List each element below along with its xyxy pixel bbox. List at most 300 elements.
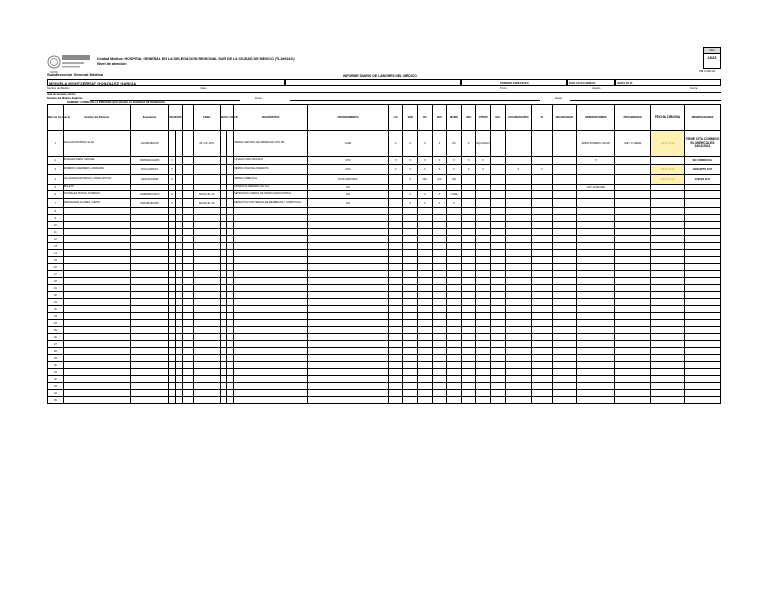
cell-edad [182, 165, 193, 175]
cell-empty [532, 285, 552, 292]
cell-empty [169, 292, 176, 299]
hdr-rx: RX [418, 105, 433, 131]
cell-sex: MALTA-31-TA [193, 199, 220, 208]
hdr-proc2: PROCEDENCIA [615, 105, 651, 131]
cell-empty [476, 313, 491, 320]
cell-empty [490, 236, 505, 243]
cell-empty [403, 313, 418, 320]
cell-empty [552, 348, 577, 355]
cell-empty [505, 390, 532, 397]
cell-empty [169, 348, 176, 355]
cell-empty [193, 320, 220, 327]
cell-empty [651, 369, 685, 376]
cell-empty [403, 376, 418, 383]
cell-empty [577, 313, 615, 320]
cell-empty [418, 285, 433, 292]
cell-empty [476, 236, 491, 243]
cell-empty [220, 397, 227, 404]
cell-empty [418, 215, 433, 222]
cell-empty [476, 271, 491, 278]
cell-empty [461, 313, 476, 320]
cell-pap: X [432, 157, 447, 165]
cell-empty [651, 243, 685, 250]
cell-num: 24 [48, 320, 64, 327]
cell-empty [651, 264, 685, 271]
cell-empty [447, 376, 462, 383]
label-horario: Horario [592, 87, 601, 90]
cell-empty [169, 257, 176, 264]
hdr-nombre: Nombre del Paciente [63, 105, 130, 131]
cell-num: 4 [48, 175, 64, 185]
cell-empty [169, 215, 176, 222]
cell-empty [234, 327, 308, 334]
cell-num: 16 [48, 264, 64, 271]
cell-inc [552, 157, 577, 165]
cell-col [505, 199, 532, 208]
cell-empty [461, 250, 476, 257]
cell-exp: HEFJ0109/1938 [131, 199, 169, 208]
cell-num: 28 [48, 348, 64, 355]
cell-empty [220, 390, 227, 397]
cell-empty [169, 327, 176, 334]
cell-empty [505, 397, 532, 404]
cell-vdr: X [403, 175, 418, 185]
cell-nombre: ROMERO GUERRERO, ARMANDO [63, 165, 130, 175]
horas-line [570, 100, 721, 101]
cell-empty [505, 306, 532, 313]
hdr-num: Núm de Con sul ta [48, 105, 64, 131]
cell-vac [490, 165, 505, 175]
cell-empty [388, 362, 403, 369]
cell-inc [552, 199, 577, 208]
cell-empty [403, 299, 418, 306]
cell-empty [490, 271, 505, 278]
cell-empty [63, 306, 130, 313]
cell-empty [577, 334, 615, 341]
cell-empty [403, 306, 418, 313]
cell-empty [418, 320, 433, 327]
cell-empty [577, 285, 615, 292]
cell-empty [308, 348, 389, 355]
cell-empty [651, 397, 685, 404]
cell-num: 25 [48, 327, 64, 334]
cell-empty [615, 334, 651, 341]
cell-empty [227, 285, 234, 292]
cell-empty [182, 222, 193, 229]
cell-empty [227, 264, 234, 271]
cell-sex [193, 175, 220, 185]
cell-empty [169, 208, 176, 215]
cell-empty [447, 341, 462, 348]
cell-empty [505, 278, 532, 285]
cell-empty [532, 362, 552, 369]
cell-empty [227, 306, 234, 313]
cell-empty [220, 327, 227, 334]
cell-empty [182, 236, 193, 243]
cell-empty [169, 271, 176, 278]
cell-col [505, 157, 532, 165]
cell-empty [63, 327, 130, 334]
cell-empty [684, 369, 720, 376]
cell-empty [131, 243, 169, 250]
cell-empty [220, 243, 227, 250]
cell-empty [432, 278, 447, 285]
cell-empty [403, 257, 418, 264]
table-row-empty [48, 278, 721, 285]
cell-empty [418, 208, 433, 215]
cell-empty [684, 397, 720, 404]
cell-pap: X [432, 131, 447, 157]
cell-empty [227, 376, 234, 383]
cell-empty [308, 334, 389, 341]
cell-empty [552, 264, 577, 271]
cell-empty [684, 278, 720, 285]
cell-empty [234, 306, 308, 313]
cell-empty [461, 334, 476, 341]
cell-empty [615, 327, 651, 334]
hdr-obs2: OBSERVACIONES [684, 105, 720, 131]
cell-empty [63, 362, 130, 369]
cell-empty [182, 383, 193, 390]
cell-empty [490, 299, 505, 306]
cell-empty [227, 334, 234, 341]
cell-proc2: GMT: C/ REMR [615, 131, 651, 157]
cell-empty [182, 334, 193, 341]
cell-empty [234, 292, 308, 299]
cell-empty [308, 229, 389, 236]
cell-empty [234, 320, 308, 327]
cell-empty [182, 376, 193, 383]
cell-num: 23 [48, 313, 64, 320]
cell-empty [193, 264, 220, 271]
cell-empty [684, 383, 720, 390]
cell-rx: X [418, 157, 433, 165]
cell-empty [532, 320, 552, 327]
subdireccion: Subdirección General Médica [47, 72, 104, 77]
cell-empty [193, 397, 220, 404]
cell-proc2 [615, 157, 651, 165]
cell-empty [227, 229, 234, 236]
cell-empty [552, 292, 577, 299]
cell-empty [63, 334, 130, 341]
cell-empty [505, 299, 532, 306]
cell-empty [418, 383, 433, 390]
cell-empty [615, 264, 651, 271]
cell-empty [403, 243, 418, 250]
cell-empty [552, 313, 577, 320]
cell-num: 17 [48, 271, 64, 278]
cell-empty [432, 390, 447, 397]
year-value: 2023 [707, 55, 717, 60]
cell-empty [490, 278, 505, 285]
cell-empty [447, 250, 462, 257]
hdr-edad: EDAD [193, 105, 220, 131]
cell-sex: MALTA-31-TA [193, 191, 220, 199]
cell-empty [490, 341, 505, 348]
cell-empty [175, 348, 182, 355]
cell-empty [577, 306, 615, 313]
cell-empty [615, 236, 651, 243]
cell-empty [532, 348, 552, 355]
cell-empty [651, 236, 685, 243]
cell-empty [175, 306, 182, 313]
cell-empty [476, 327, 491, 334]
cell-proc: N/A [308, 191, 389, 199]
cell-blank [227, 157, 234, 165]
cell-empty [234, 285, 308, 292]
cell-empty [418, 292, 433, 299]
cell-empty [193, 278, 220, 285]
cell-mamo: OK [447, 131, 462, 157]
cell-empty [577, 299, 615, 306]
cell-lic: X [388, 131, 403, 157]
cell-empty [175, 285, 182, 292]
cell-empty [63, 320, 130, 327]
cell-nombre: SALGADO ESPINAL ELSA [63, 131, 130, 157]
cell-empty [175, 327, 182, 334]
cell-empty [175, 236, 182, 243]
cell-empty [182, 348, 193, 355]
cell-empty [182, 278, 193, 285]
cell-empty [308, 292, 389, 299]
cell-h: X [169, 157, 176, 165]
cell-empty [461, 292, 476, 299]
cell-empty [552, 355, 577, 362]
cell-proc: LAPE [308, 131, 389, 157]
cell-num: 5 [48, 185, 64, 191]
cell-vdr: X [403, 199, 418, 208]
cell-empty [193, 369, 220, 376]
cell-empty [403, 327, 418, 334]
cell-empty [169, 390, 176, 397]
cell-obs2 [684, 191, 720, 199]
cell-empty [388, 229, 403, 236]
cell-empty [131, 383, 169, 390]
cell-empty [651, 390, 685, 397]
cell-empty [308, 250, 389, 257]
hdr-mamo: MAMO [447, 105, 462, 131]
cell-empty [308, 299, 389, 306]
cell-vac [490, 175, 505, 185]
cell-empty [447, 278, 462, 285]
cell-empty [169, 236, 176, 243]
cell-empty [308, 215, 389, 222]
cell-empty [418, 222, 433, 229]
cell-empty [220, 229, 227, 236]
cell-empty [461, 376, 476, 383]
cell-empty [308, 320, 389, 327]
cell-empty [615, 257, 651, 264]
cell-empty [227, 348, 234, 355]
cell-sex [193, 157, 220, 165]
cell-empty [131, 397, 169, 404]
cell-empty [651, 320, 685, 327]
cell-empty [220, 383, 227, 390]
cell-empty [577, 278, 615, 285]
medico-name: MIGUELA MONTZERRAT GONZALEZ GARCIA [47, 79, 285, 86]
cell-empty [615, 348, 651, 355]
cell-empty [532, 390, 552, 397]
table-row-empty [48, 341, 721, 348]
cell-empty [552, 341, 577, 348]
cell-empty [490, 215, 505, 222]
cell-empty [308, 362, 389, 369]
cell-empty [476, 278, 491, 285]
cell-obs [577, 175, 615, 185]
cell-empty [476, 208, 491, 215]
cell-empty [552, 222, 577, 229]
cell-empty [490, 390, 505, 397]
cell-empty [447, 271, 462, 278]
cell-empty [388, 320, 403, 327]
cell-empty [182, 390, 193, 397]
cell-empty [577, 348, 615, 355]
cell-empty [308, 369, 389, 376]
cell-proc2 [615, 191, 651, 199]
cell-num: 29 [48, 355, 64, 362]
table-row-empty [48, 334, 721, 341]
cell-empty [308, 236, 389, 243]
cell-empty [577, 222, 615, 229]
cell-empty [505, 383, 532, 390]
cell-empty [505, 215, 532, 222]
cell-empty [577, 271, 615, 278]
cell-empty [182, 369, 193, 376]
cell-empty [131, 362, 169, 369]
cell-exp: ROGA1006/43 [131, 165, 169, 175]
cell-empty [432, 243, 447, 250]
cell-empty [490, 208, 505, 215]
cell-empty [532, 292, 552, 299]
cell-empty [169, 320, 176, 327]
cell-empty [227, 243, 234, 250]
cell-num: 34 [48, 390, 64, 397]
cell-empty [432, 348, 447, 355]
cell-diag: HERNIA VENTRAL DE ABORDAJE CON PR... [234, 131, 308, 157]
cell-exp: ROPM2041/1936 [131, 157, 169, 165]
cell-empty [461, 348, 476, 355]
cell-empty [418, 299, 433, 306]
cell-empty [490, 250, 505, 257]
cell-empty [169, 250, 176, 257]
cell-empty [418, 306, 433, 313]
cell-empty [169, 264, 176, 271]
cell-edad [182, 157, 193, 165]
cell-empty [615, 355, 651, 362]
cell-empty [651, 362, 685, 369]
cell-nombre: BOLETO [63, 185, 130, 191]
cell-empty [220, 313, 227, 320]
cell-empty [552, 383, 577, 390]
cell-obs [577, 191, 615, 199]
table-row-empty [48, 397, 721, 404]
cell-empty [532, 369, 552, 376]
cell-lic: X [388, 165, 403, 175]
cell-blank [227, 165, 234, 175]
cell-empty [388, 278, 403, 285]
cell-empty [615, 341, 651, 348]
cell-empty [169, 278, 176, 285]
cell-empty [552, 320, 577, 327]
cell-empty [403, 208, 418, 215]
cell-empty [447, 306, 462, 313]
table-row [48, 157, 721, 165]
cell-empty [577, 229, 615, 236]
cell-empty [182, 306, 193, 313]
cell-inc [552, 165, 577, 175]
cell-empty [432, 257, 447, 264]
cell-empty [131, 229, 169, 236]
cell-exp: GORD0807/1970 [131, 191, 169, 199]
cell-empty [615, 292, 651, 299]
cell-empty [684, 229, 720, 236]
cell-lic [388, 199, 403, 208]
cell-empty [175, 292, 182, 299]
cell-empty [552, 229, 577, 236]
cell-empty [234, 362, 308, 369]
cell-empty [220, 320, 227, 327]
cell-empty [169, 355, 176, 362]
cell-empty [388, 369, 403, 376]
cell-empty [131, 306, 169, 313]
cell-empty [63, 229, 130, 236]
cell-empty [175, 215, 182, 222]
cell-empty [476, 243, 491, 250]
cell-empty [175, 271, 182, 278]
cell-empty [403, 278, 418, 285]
cell-empty [651, 292, 685, 299]
cell-empty [447, 229, 462, 236]
cell-empty [461, 355, 476, 362]
cell-empty [615, 369, 651, 376]
cell-mamo: X [447, 157, 462, 165]
cell-vdr: X [403, 131, 418, 157]
cell-empty [432, 264, 447, 271]
cell-empty [490, 369, 505, 376]
cell-empty [175, 243, 182, 250]
labor-table [47, 104, 721, 404]
cell-empty [175, 299, 182, 306]
cell-empty [432, 215, 447, 222]
cell-empty [182, 341, 193, 348]
cell-empty [447, 222, 462, 229]
cell-empty [505, 229, 532, 236]
cell-empty [227, 397, 234, 404]
cell-empty [447, 299, 462, 306]
cell-mamo: X [447, 165, 462, 175]
cell-empty [388, 313, 403, 320]
cell-empty [615, 285, 651, 292]
cell-empty [227, 257, 234, 264]
cell-empty [182, 243, 193, 250]
cell-nombre: VILLANUEVA ESTRELLA, FRIDA LETICIA [63, 175, 130, 185]
cell-empty [308, 355, 389, 362]
cell-empty [169, 222, 176, 229]
cell-edad [182, 199, 193, 208]
cell-empty [182, 257, 193, 264]
cell-empty [476, 341, 491, 348]
cell-empty [684, 362, 720, 369]
cell-ic [532, 175, 552, 185]
cell-empty [227, 278, 234, 285]
jefe-label: Jefe de Servicio clínico [47, 93, 76, 96]
cell-empty [193, 383, 220, 390]
cell-empty [447, 369, 462, 376]
cell-empty [308, 341, 389, 348]
cell-num: 22 [48, 306, 64, 313]
cell-empty [308, 222, 389, 229]
hdr-inc: INCAPACIDAD [552, 105, 577, 131]
